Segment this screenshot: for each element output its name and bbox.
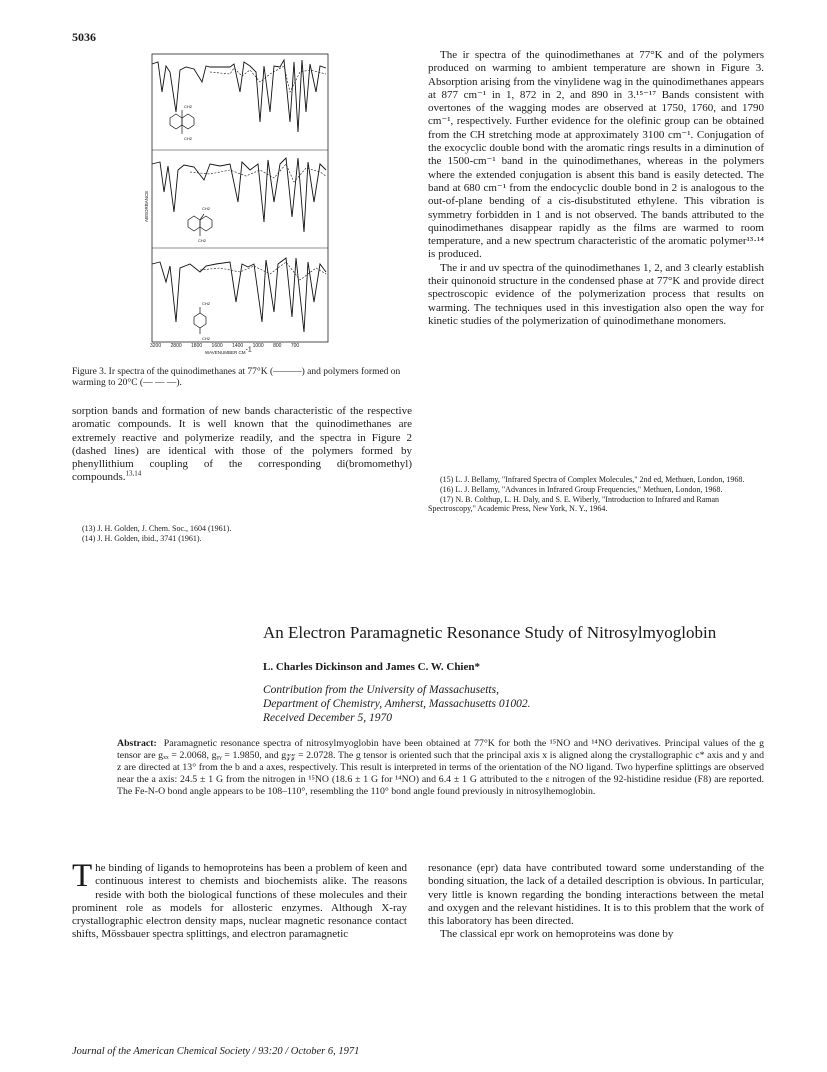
page-number: 5036 (72, 30, 96, 44)
figure-3-spectra (144, 52, 330, 352)
body-right-paragraph-1: resonance (epr) data have contributed toward some understanding of the bonding situation, the lack of a detailed description is obvious. In particular, very little is known regarding the bonding interactions between the metal and oxygen and the relevant histidines. It is to this problem that the work of this laboratory has been directed. (428, 862, 764, 928)
tick-label: 3200 (150, 343, 162, 349)
body-right-paragraph-2: The classical epr work on hemoproteins was done by (440, 928, 674, 941)
tick-label: 1800 (191, 343, 203, 349)
right-references (428, 475, 764, 514)
spectrum-2-solid (152, 158, 326, 232)
spectra-plot (144, 52, 330, 352)
body-right-column (428, 862, 764, 942)
struct-label-3b: CH2 (202, 336, 211, 341)
abstract-text: Paramagnetic resonance spectra of nitrosylmyoglobin have been obtained at 77°K for both the ¹⁵NO and ¹⁴NO derivatives. Principal values of the g tensor are gₓₓ = 2.0068, gᵧᵧ = 1.9850, and g𝓏𝓏 = 2.0728. The g tensor is oriented such that the principal axis x is aligned along the crystallographic c* axis and y and z are directed at 13° from the b and a axes, respectively. This result is interpreted in terms of the orientation of the NO ligand. Two hyperfine splittings are observed near the a axis: 24.5 ± 1 G from the nitrogen in ¹⁵NO (18.6 ± 1 G for ¹⁴NO) and 6.4 ± 1 G attributed to the ε nitrogen of the 92-histidine residue (F8) are reported. The Fe-N-O bond angle appears to be 108–110°, resembling the 110° bond angle found previously in nitrosylhemoglobin. (117, 738, 764, 797)
body-left-column: The binding of ligands to hemoproteins has been a problem of keen and continuous interest to chemists and biochemists alike. The reasons reside with both the biological functions of these molecules and their prominent role as models for allosteric enzymes. Although X-ray crystallographic electron density maps, nuclear magnetic resonance contact shifts, Mössbauer spectra splittings, and electron paramagnetic (72, 858, 407, 941)
article-affiliation (263, 683, 530, 725)
reference-17: (17) N. B. Colthup, L. H. Daly, and S. E. Wiberly, "Introduction to Infrared and Raman Spectroscopy," Academic Press, New York, N. Y., 1964. (428, 494, 720, 514)
tick-label: 1600 (211, 343, 223, 349)
struct-label-1a: CH2 (184, 104, 193, 109)
reference-16: (16) L. J. Bellamy, "Advances in Infrared Group Frequencies," Methuen, London, 1968. (440, 484, 723, 494)
tick-label: 700 (290, 343, 300, 349)
x-axis-label: WAVENUMBER $CM^{-1}$ (205, 346, 252, 355)
journal-footer: Journal of the American Chemical Society / 93:20 / October 6, 1971 (72, 1046, 360, 1057)
affiliation-line-2: Department of Chemistry, Amherst, Massachusetts 01002. (263, 698, 531, 710)
reference-14: (14) J. H. Golden, ibid., 3741 (1961). (82, 533, 202, 543)
affiliation-line-1: Contribution from the University of Massachusetts, (263, 684, 499, 696)
tick-label: 1400 (232, 343, 244, 349)
reference-13: (13) J. H. Golden, J. Chem. Soc., 1604 (1961). (82, 524, 232, 533)
struct-label-1b: CH2 (184, 136, 193, 141)
tick-label: 2800 (170, 343, 182, 349)
right-paragraph-2: The ir and uv spectra of the quinodimethanes 1, 2, and 3 clearly establish their quinonoid structure in the condensed phase at 77°K and provide direct spectroscopic evidence of the polymerization process that results on warming. The techniques used in this investigation also open the way for kinetic studies of the polymerization of quinodimethane monomers. (428, 261, 764, 327)
struct-label-3a: CH2 (202, 301, 211, 306)
tick-label: 800 (273, 343, 282, 349)
figure-caption: Figure 3. Ir spectra of the quinodimethanes at 77°K (———) and polymers formed on warming to 20°C (— — —). (72, 367, 401, 388)
abstract-label: Abstract: (117, 738, 157, 749)
article-title: An Electron Paramagnetic Resonance Study of Nitrosylmyoglobin (263, 623, 717, 642)
structure-2 (188, 214, 212, 236)
right-column (428, 49, 764, 328)
right-paragraph-1: The ir spectra of the quinodimethanes at 77°K and of the polymers produced on warming to ambient temperature are shown in Figure 3. Absorption arising from the vinylidene wag in the quinodimethanes appears at 877 cm⁻¹ in 1, 872 in 2, and 890 in 3.¹⁵⁻¹⁷ Bands consistent with overtones of the wagging modes are observed at 1750, 1760, and 1790 cm⁻¹, respectively. Further evidence for the olefinic group can be obtained from the CH stretching mode at approximately 3100 cm⁻¹. Conjugation of the exocyclic double bond with the aromatic rings results in a diminution of the 1500-cm⁻¹ band in the quinodimethanes, whereas in the polymers where the extended conjugation is absent this band is easily detected. The band at 680 cm⁻¹ from the endocyclic double bond in 2 is analogous to the out-of-plane bending of a cis-disubstituted ethylene. This vibration is symmetry forbidden in 1 and is not observed. The bands attributed to the quinodimethanes disappear rapidly as the films are warmed to room temperature, and a new spectrum characteristic of the aromatic polymer¹³·¹⁴ is produced. (428, 49, 764, 261)
tick-label: 1000 (252, 343, 264, 349)
reference-15: (15) L. J. Bellamy, "Infrared Spectra of Complex Molecules," 2nd ed, Methuen, London, 1968. (440, 475, 745, 484)
left-references (82, 524, 412, 544)
structure-3 (194, 307, 206, 334)
struct-label-2a: CH2 (202, 206, 211, 211)
abstract (117, 738, 764, 798)
drop-cap: T (72, 858, 93, 894)
spectrum-1-solid (152, 60, 326, 132)
left-column-paragraph: sorption bands and formation of new bands characteristic of the respective aromatic compounds. It is well known that the quinodimethanes are extremely reactive and polymerize readily, and the spectra in Figure 2 (dashed lines) are identical with those of the polymers formed by phenyllithium coupling of the corresponding di(bromomethyl) compounds.$^{13,14}$ (72, 405, 412, 484)
article-authors: L. Charles Dickinson and James C. W. Chien* (263, 661, 480, 673)
spectrum-3-solid (152, 258, 326, 332)
y-axis-label: ABSORBANCE (144, 190, 149, 222)
received-date: Received December 5, 1970 (263, 712, 392, 724)
structure-1 (170, 110, 194, 134)
struct-label-2b: CH2 (198, 238, 207, 243)
